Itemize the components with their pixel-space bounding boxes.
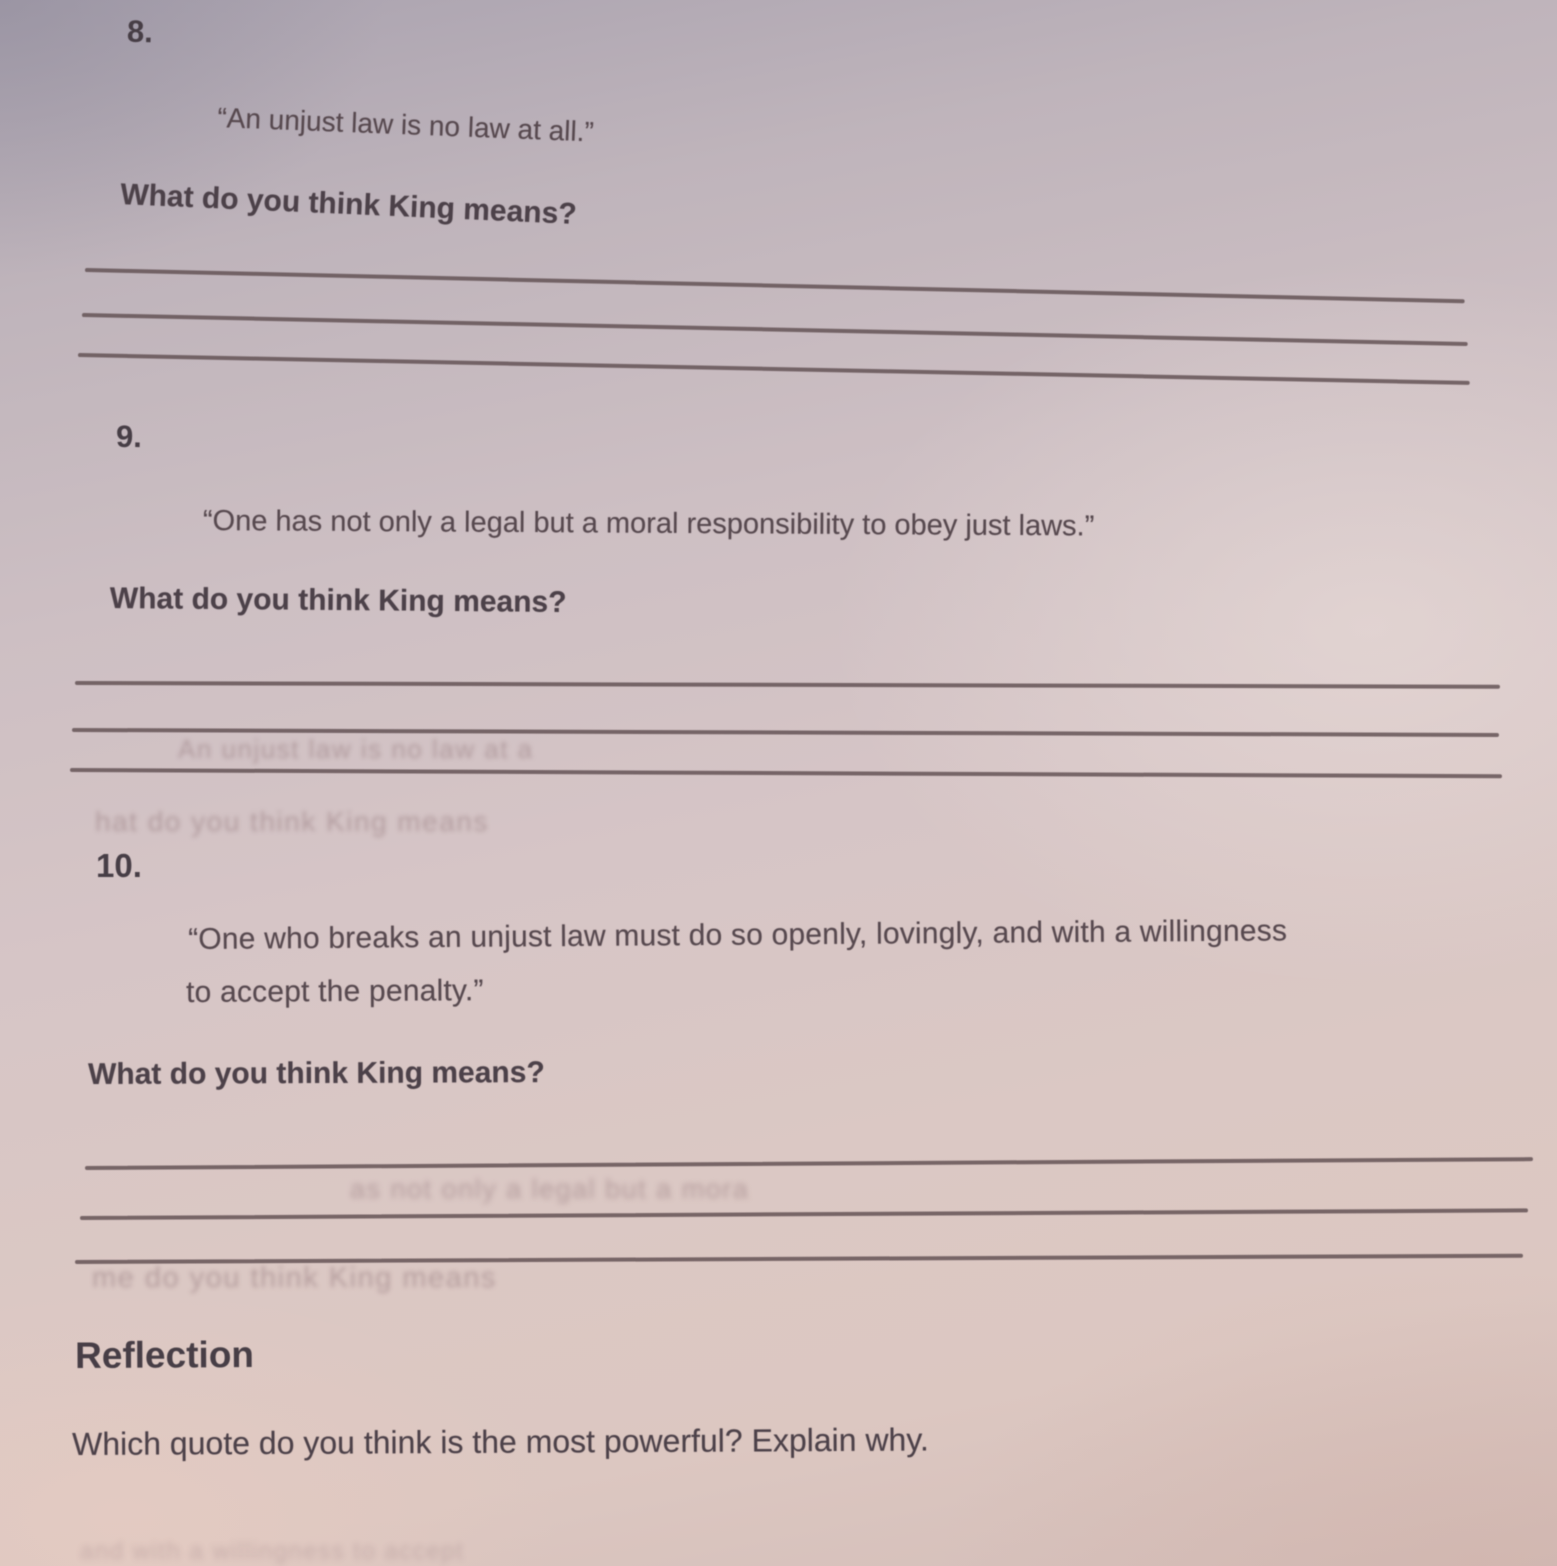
- question-10-quote-line-2: to accept the penalty.”: [185, 974, 484, 1009]
- answer-line: [70, 768, 1502, 778]
- question-10-prompt: What do you think King means?: [87, 1056, 545, 1091]
- question-10-quote-line-1: “One who breaks an unjust law must do so openly, lovingly, and with a willingness: [187, 914, 1288, 956]
- answer-line: [80, 1208, 1528, 1219]
- reflection-question: Which quote do you think is the most powerful? Explain why.: [71, 1421, 929, 1462]
- answer-line: [78, 353, 1470, 384]
- reflection-heading: Reflection: [74, 1334, 255, 1376]
- question-10-number: 10.: [96, 847, 142, 884]
- question-8-quote: “An unjust law is no law at all.”: [216, 102, 595, 148]
- answer-line: [85, 268, 1465, 303]
- bleed-through-text: as not only a legal but a mora: [350, 1174, 750, 1204]
- question-9-number: 9.: [115, 418, 143, 455]
- bleed-through-text: me do you think King means: [92, 1262, 497, 1294]
- question-9-prompt: What do you think King means?: [109, 582, 567, 619]
- question-8-number: 8.: [126, 13, 154, 50]
- question-8-prompt: What do you think King means?: [119, 178, 578, 231]
- question-9-quote: “One has not only a legal but a moral responsibility to obey just laws.”: [202, 505, 1095, 543]
- answer-line: [82, 313, 1468, 346]
- bleed-through-text: hat do you think King means: [95, 806, 489, 837]
- bleed-through-text: and with a willingness to accept: [80, 1538, 465, 1565]
- answer-line: [75, 681, 1500, 688]
- answer-line: [85, 1157, 1533, 1169]
- bleed-through-text: An unjust law is no law at a: [178, 734, 534, 764]
